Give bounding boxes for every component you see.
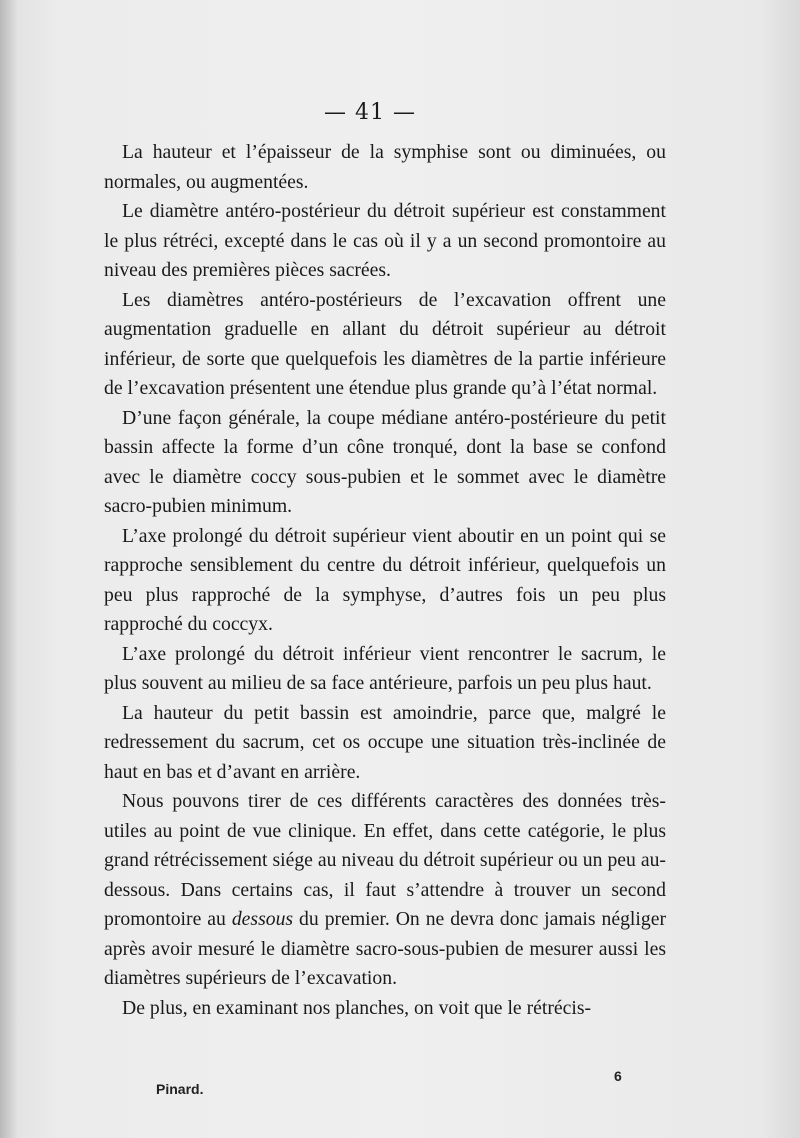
paragraph-text: Nous pouvons tirer de ces différents caractères des données très-utiles au point de vue clinique. En effet, dans cette catégorie, le plus grand rétrécissement siége au niveau du détroit supérieur ou un peu au-dessous. Dans certains cas, il faut s’attendre à trouver un second promontoire au xyxy=(104,790,666,930)
paragraph: Le diamètre antéro-postérieur du détroit supérieur est constamment le plus rétréci, excepté dans le cas où il y a un second promontoire au niveau des premières pièces sacrées. xyxy=(104,200,666,281)
page-number: — 41 — xyxy=(324,100,416,125)
sheet-number: 6 xyxy=(614,1068,622,1084)
paragraph: La hauteur du petit bassin est amoindrie, parce que, malgré le redressement du sacrum, cet os occupe une situation très-inclinée de haut en bas et d’avant en arrière. xyxy=(104,701,666,783)
italic-word: dessous xyxy=(231,908,294,930)
paragraph: D’une façon générale, la coupe médiane antéro-postérieure du petit bassin affecte la forme d’un cône tronqué, dont la base se confond avec le diamètre coccy sous-pubien et le sommet avec le diamètre sacro-pubien minimum. xyxy=(104,406,666,517)
paragraph: De plus, en examinant nos planches, on voit que le rétrécis- xyxy=(122,996,592,1019)
signature-mark: Pinard. xyxy=(156,1081,204,1097)
paragraph xyxy=(104,787,666,994)
paragraph: La hauteur et l’épaisseur de la symphise sont ou diminuées, ou normales, ou augmentées. xyxy=(104,141,666,193)
paragraph-text: du premier. On ne devra donc jamais négliger après avoir mesuré le diamètre sacro-sous-pubien de mesurer aussi les diamètres supérieurs de l’excavation. xyxy=(104,908,666,989)
paragraph: Les diamètres antéro-postérieurs de l’excavation offrent une augmentation graduelle en allant du détroit supérieur au détroit inférieur, de sorte que quelquefois les diamètres de la partie inférieure de l’excavation présentent une étendue plus grande qu’à l’état normal. xyxy=(104,288,666,399)
body-text xyxy=(104,138,666,1023)
paragraph: L’axe prolongé du détroit supérieur vient aboutir en un point qui se rapproche sensiblement du centre du détroit inférieur, quelquefois un peu plus rapproché de la symphyse, d’autres fois un peu plus rapproché du coccyx. xyxy=(104,524,666,635)
paragraph: L’axe prolongé du détroit inférieur vient rencontrer le sacrum, le plus souvent au milieu de sa face antérieure, parfois un peu plus haut. xyxy=(104,642,666,694)
